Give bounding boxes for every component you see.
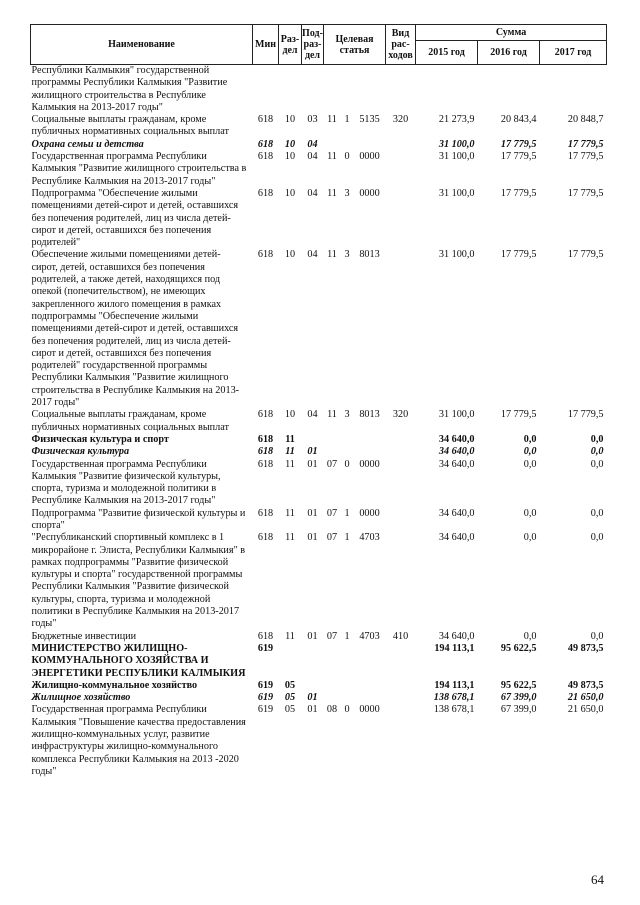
table-row bbox=[31, 151, 607, 188]
row-razdel bbox=[279, 643, 302, 680]
row-target-code: 5135 bbox=[359, 114, 380, 126]
row-sum-2017: 0,0 bbox=[590, 446, 604, 458]
row-min: 619 bbox=[257, 642, 274, 654]
row-target-subprogram: 1 bbox=[344, 532, 350, 544]
row-target-program: 07 bbox=[326, 630, 338, 642]
row-target-program bbox=[324, 65, 341, 115]
row-target-subprogram: 0 bbox=[344, 151, 350, 163]
row-target-program bbox=[324, 692, 341, 704]
row-sum-2016: 17 779,5 bbox=[500, 409, 537, 421]
header-min: Мин bbox=[253, 25, 279, 65]
row-min: 618 bbox=[257, 151, 274, 163]
header-vid: Вид рас-ходов bbox=[386, 25, 416, 65]
header-name: Наименование bbox=[31, 25, 253, 65]
row-expense-type bbox=[386, 643, 416, 680]
row-target-subprogram: 0 bbox=[344, 704, 350, 716]
row-target-subprogram bbox=[341, 680, 354, 692]
row-name: Физическая культура и спорт bbox=[31, 433, 169, 445]
table-row bbox=[31, 446, 607, 458]
row-sum-2015: 138 678,1 bbox=[433, 704, 475, 716]
row-razdel: 10 bbox=[284, 138, 296, 150]
row-target-code bbox=[354, 139, 386, 151]
row-target-program: 11 bbox=[327, 151, 337, 163]
row-name: Республики Калмыкия" государственной программы Республики Калмыкия "Развитие жилищного строительства в Республике Калмыкия на 2013-2017 годы" bbox=[31, 65, 228, 113]
row-razdel: 10 bbox=[284, 249, 296, 261]
row-target-code: 8013 bbox=[359, 249, 380, 261]
row-sum-2017: 49 873,5 bbox=[567, 642, 604, 654]
row-target-program bbox=[324, 680, 341, 692]
table-header bbox=[31, 25, 607, 65]
row-target-subprogram: 3 bbox=[344, 409, 350, 421]
row-sum-2016: 17 779,5 bbox=[500, 249, 537, 261]
table-body bbox=[31, 65, 607, 779]
row-sum-2017: 0,0 bbox=[590, 630, 604, 642]
row-min: 618 bbox=[257, 138, 274, 150]
row-expense-type bbox=[386, 508, 416, 533]
row-min bbox=[253, 65, 279, 115]
row-target-subprogram: 3 bbox=[344, 249, 350, 261]
table-row bbox=[31, 631, 607, 643]
row-sum-2015: 21 273,9 bbox=[438, 114, 475, 126]
row-podrazdel: 04 bbox=[307, 249, 318, 261]
row-sum-2015: 31 100,0 bbox=[438, 409, 475, 421]
row-razdel: 10 bbox=[284, 114, 296, 126]
row-target-subprogram bbox=[341, 643, 354, 680]
row-target-code: 0000 bbox=[359, 507, 380, 519]
row-sum-2017: 17 779,5 bbox=[567, 138, 604, 150]
header-2017: 2017 год bbox=[540, 41, 607, 65]
row-name: Подпрограмма "Обеспечение жилыми помещениями детей-сирот и детей, оставшихся без попечения родителей, лиц из числа детей-сирот и детей, оставшихся без попечения родителей" bbox=[31, 187, 239, 249]
row-target-program: 11 bbox=[327, 114, 337, 126]
row-expense-type bbox=[386, 680, 416, 692]
row-sum-2017: 20 848,7 bbox=[567, 114, 604, 126]
row-target-program: 11 bbox=[327, 409, 337, 421]
row-expense-type bbox=[386, 434, 416, 446]
table-row bbox=[31, 249, 607, 409]
row-sum-2015: 34 640,0 bbox=[438, 532, 475, 544]
row-name: Социальные выплаты гражданам, кроме публичных нормативных социальных выплат bbox=[31, 409, 229, 433]
row-sum-2015: 34 640,0 bbox=[438, 446, 475, 458]
row-podrazdel bbox=[302, 643, 324, 680]
row-expense-type bbox=[386, 139, 416, 151]
row-target-code bbox=[354, 65, 386, 115]
table-row bbox=[31, 409, 607, 434]
row-min: 618 bbox=[257, 249, 274, 261]
row-sum-2017: 0,0 bbox=[590, 458, 604, 470]
row-sum-2015: 31 100,0 bbox=[438, 151, 475, 163]
row-sum-2015 bbox=[416, 65, 478, 115]
row-target-code: 8013 bbox=[359, 409, 380, 421]
row-sum-2016: 17 779,5 bbox=[500, 151, 537, 163]
row-podrazdel: 01 bbox=[307, 446, 318, 458]
row-podrazdel: 01 bbox=[307, 630, 318, 642]
row-podrazdel: 04 bbox=[307, 187, 318, 199]
row-sum-2015: 31 100,0 bbox=[438, 138, 475, 150]
row-expense-type bbox=[386, 151, 416, 188]
row-target-subprogram bbox=[341, 434, 354, 446]
row-name: Охрана семьи и детства bbox=[31, 138, 144, 150]
row-sum-2015: 31 100,0 bbox=[438, 187, 475, 199]
row-name: "Республиканский спортивный комплекс в 1 микрорайоне г. Элиста, Республики Калмыкия" в рамках подпрограммы "Развитие физической культуры и спорта" государственной программы Республики Калмыкия "Развитие физической культуры, спорта, туризма и молодежной политики в Республике Калмыкия на 2013-2017 годы" bbox=[31, 532, 246, 630]
row-target-program: 08 bbox=[326, 704, 338, 716]
row-sum-2016: 0,0 bbox=[523, 446, 537, 458]
table-row bbox=[31, 704, 607, 778]
row-target-code bbox=[354, 434, 386, 446]
row-razdel: 11 bbox=[285, 446, 295, 458]
row-min: 618 bbox=[257, 114, 274, 126]
row-podrazdel bbox=[302, 65, 324, 115]
row-target-code bbox=[354, 680, 386, 692]
row-sum-2015: 34 640,0 bbox=[438, 630, 475, 642]
row-expense-type bbox=[386, 692, 416, 704]
row-min: 618 bbox=[257, 532, 274, 544]
row-sum-2015: 138 678,1 bbox=[433, 692, 475, 704]
row-expense-type bbox=[386, 446, 416, 458]
row-razdel: 10 bbox=[284, 409, 296, 421]
row-podrazdel: 04 bbox=[307, 409, 318, 421]
row-sum-2016: 0,0 bbox=[523, 458, 537, 470]
header-podrazdel: Под-раз-дел bbox=[302, 25, 324, 65]
row-sum-2017: 17 779,5 bbox=[567, 187, 604, 199]
row-name: Бюджетные инвестиции bbox=[31, 630, 137, 642]
row-name: Подпрограмма "Развитие физической культуры и спорта" bbox=[31, 507, 246, 531]
header-2015: 2015 год bbox=[416, 41, 478, 65]
row-expense-type bbox=[386, 65, 416, 115]
header-target: Целевая статья bbox=[324, 25, 386, 65]
row-podrazdel: 04 bbox=[307, 151, 318, 163]
row-sum-2017: 0,0 bbox=[590, 433, 604, 445]
row-expense-type: 410 bbox=[392, 630, 409, 642]
row-sum-2015: 34 640,0 bbox=[438, 433, 475, 445]
row-podrazdel: 01 bbox=[307, 692, 318, 704]
row-razdel: 11 bbox=[285, 458, 295, 470]
table-row bbox=[31, 508, 607, 533]
row-sum-2016: 67 399,0 bbox=[500, 704, 537, 716]
row-razdel: 10 bbox=[284, 187, 296, 199]
row-expense-type: 320 bbox=[392, 114, 409, 126]
row-sum-2016: 95 622,5 bbox=[500, 679, 537, 691]
row-target-code: 0000 bbox=[359, 187, 380, 199]
table-row bbox=[31, 434, 607, 446]
row-expense-type bbox=[386, 704, 416, 778]
row-sum-2017: 0,0 bbox=[590, 507, 604, 519]
row-target-program: 07 bbox=[326, 532, 338, 544]
row-razdel: 11 bbox=[285, 433, 295, 445]
row-sum-2016: 20 843,4 bbox=[500, 114, 537, 126]
row-target-code: 0000 bbox=[359, 704, 380, 716]
row-target-subprogram bbox=[341, 446, 354, 458]
row-sum-2016 bbox=[478, 65, 540, 115]
row-razdel: 10 bbox=[284, 151, 296, 163]
row-sum-2016: 0,0 bbox=[523, 433, 537, 445]
row-sum-2016: 67 399,0 bbox=[500, 692, 537, 704]
row-target-subprogram: 1 bbox=[344, 630, 350, 642]
row-sum-2016: 17 779,5 bbox=[500, 138, 537, 150]
table-row bbox=[31, 114, 607, 139]
row-target-program: 11 bbox=[327, 187, 337, 199]
row-min: 619 bbox=[257, 679, 274, 691]
row-min: 618 bbox=[257, 630, 274, 642]
row-target-subprogram: 1 bbox=[344, 114, 350, 126]
row-name: Социальные выплаты гражданам, кроме публичных нормативных социальных выплат bbox=[31, 114, 229, 138]
page-number: 64 bbox=[591, 872, 604, 887]
row-target-subprogram bbox=[341, 139, 354, 151]
row-podrazdel bbox=[302, 680, 324, 692]
table-row bbox=[31, 532, 607, 630]
row-name: Государственная программа Республики Калмыкия "Развитие физической культуры, спорта, туризма и молодежной политики в Республике Калмыкия на 2013-2017 годы" bbox=[31, 458, 221, 507]
header-2016: 2016 год bbox=[478, 41, 540, 65]
table-row bbox=[31, 459, 607, 508]
row-sum-2017: 17 779,5 bbox=[567, 409, 604, 421]
row-expense-type bbox=[386, 249, 416, 409]
row-sum-2017 bbox=[540, 65, 607, 115]
row-razdel: 05 bbox=[284, 692, 296, 704]
row-target-program bbox=[324, 643, 341, 680]
row-sum-2017: 21 650,0 bbox=[567, 704, 604, 716]
row-sum-2017: 17 779,5 bbox=[567, 151, 604, 163]
row-expense-type bbox=[386, 188, 416, 249]
table-row bbox=[31, 643, 607, 680]
header-razdel: Раз-дел bbox=[279, 25, 302, 65]
row-target-subprogram: 0 bbox=[344, 458, 350, 470]
row-sum-2017: 21 650,0 bbox=[567, 692, 604, 704]
row-razdel: 11 bbox=[285, 532, 295, 544]
row-target-code bbox=[354, 643, 386, 680]
row-sum-2015: 194 113,1 bbox=[434, 642, 475, 654]
table-row bbox=[31, 680, 607, 692]
row-target-program: 07 bbox=[326, 507, 338, 519]
row-target-subprogram: 1 bbox=[344, 507, 350, 519]
row-sum-2015: 34 640,0 bbox=[438, 458, 475, 470]
row-podrazdel bbox=[302, 434, 324, 446]
row-target-code: 4703 bbox=[359, 532, 380, 544]
row-target-subprogram: 3 bbox=[344, 187, 350, 199]
header-sum: Сумма bbox=[416, 25, 607, 41]
row-target-program bbox=[324, 139, 341, 151]
row-razdel: 05 bbox=[284, 679, 296, 691]
row-target-code bbox=[354, 446, 386, 458]
row-sum-2016: 95 622,5 bbox=[500, 642, 537, 654]
row-name: Физическая культура bbox=[31, 446, 130, 458]
row-target-program bbox=[324, 446, 341, 458]
table-row bbox=[31, 65, 607, 115]
row-min: 618 bbox=[257, 409, 274, 421]
row-sum-2016: 0,0 bbox=[523, 532, 537, 544]
row-razdel: 05 bbox=[284, 704, 296, 716]
row-sum-2016: 0,0 bbox=[523, 630, 537, 642]
row-target-code: 0000 bbox=[359, 151, 380, 163]
row-razdel bbox=[279, 65, 302, 115]
row-target-subprogram bbox=[341, 65, 354, 115]
row-sum-2015: 34 640,0 bbox=[438, 507, 475, 519]
row-target-code: 4703 bbox=[359, 630, 380, 642]
table-row bbox=[31, 188, 607, 249]
budget-table bbox=[30, 24, 607, 778]
row-target-program: 07 bbox=[326, 458, 338, 470]
row-min: 618 bbox=[257, 187, 274, 199]
row-sum-2015: 194 113,1 bbox=[434, 679, 475, 691]
row-podrazdel: 01 bbox=[307, 532, 318, 544]
row-min: 619 bbox=[257, 692, 274, 704]
row-podrazdel: 01 bbox=[307, 458, 318, 470]
row-name: МИНИСТЕРСТВО ЖИЛИЩНО-КОММУНАЛЬНОГО ХОЗЯЙСТВА И ЭНЕРГЕТИКИ РЕСПУБЛИКИ КАЛМЫКИЯ bbox=[31, 642, 246, 679]
row-target-program bbox=[324, 434, 341, 446]
row-sum-2017: 0,0 bbox=[590, 532, 604, 544]
row-podrazdel: 04 bbox=[307, 138, 318, 150]
row-sum-2016: 17 779,5 bbox=[500, 187, 537, 199]
row-expense-type bbox=[386, 459, 416, 508]
row-name: Жилищное хозяйство bbox=[31, 692, 131, 704]
row-name: Обеспечение жилыми помещениями детей-сирот, детей, оставшихся без попечения родителей, а также детей, находящихся под опекой (попечительством), не имеющих закрепленного жилого помещения в рамках подпрограммы "Обеспечение жилыми помещениями детей-сирот и детей, оставшихся без попечения родителей, лиц из числа детей-сирот и детей, оставшихся без попечения родителей" государственной программы Республики Калмыкия "Развитие жилищного строительства в Республике Калмыкия на 2013-2017 годы" bbox=[31, 249, 240, 409]
row-min: 618 bbox=[257, 433, 274, 445]
row-expense-type: 320 bbox=[392, 409, 409, 421]
row-razdel: 11 bbox=[285, 507, 295, 519]
row-name: Жилищно-коммунальное хозяйство bbox=[31, 679, 198, 691]
table-row bbox=[31, 692, 607, 704]
row-sum-2017: 49 873,5 bbox=[567, 679, 604, 691]
row-target-code: 0000 bbox=[359, 458, 380, 470]
row-target-code bbox=[354, 692, 386, 704]
row-target-subprogram bbox=[341, 692, 354, 704]
row-min: 618 bbox=[257, 458, 274, 470]
row-name: Государственная программа Республики Калмыкия "Развитие жилищного строительства в Республике Калмыкия на 2013-2017 годы" bbox=[31, 151, 247, 187]
row-sum-2015: 31 100,0 bbox=[438, 249, 475, 261]
row-sum-2016: 0,0 bbox=[523, 507, 537, 519]
row-podrazdel: 01 bbox=[307, 704, 318, 716]
row-target-program: 11 bbox=[327, 249, 337, 261]
row-sum-2017: 17 779,5 bbox=[567, 249, 604, 261]
row-min: 618 bbox=[257, 446, 274, 458]
row-name: Государственная программа Республики Калмыкия "Повышение качества предоставления жилищно-коммунальных услуг, развитие инфраструктуры жилищно-коммунального комплекса Республики Калмыкия на 2013 -2020 годы" bbox=[31, 704, 246, 777]
row-podrazdel: 03 bbox=[307, 114, 318, 126]
row-min: 618 bbox=[257, 507, 274, 519]
row-expense-type bbox=[386, 532, 416, 630]
table-row bbox=[31, 139, 607, 151]
row-razdel: 11 bbox=[285, 630, 295, 642]
row-min: 619 bbox=[257, 704, 274, 716]
row-podrazdel: 01 bbox=[307, 507, 318, 519]
